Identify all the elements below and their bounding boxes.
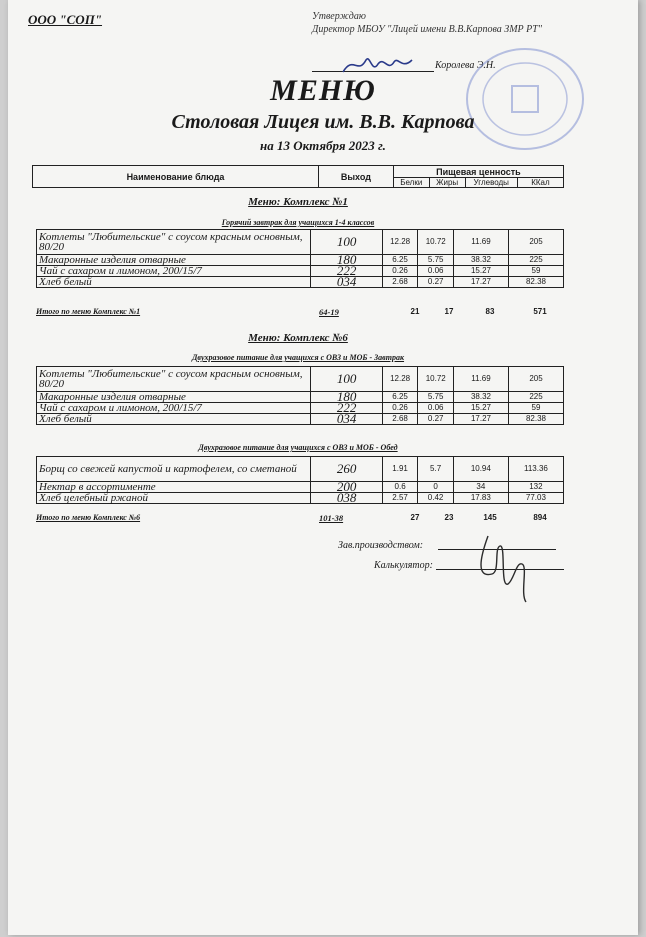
dish-carbs: 15.27 [454,403,509,414]
dish-carbs: 38.32 [454,392,509,403]
dish-name: Нектар в ассортименте [37,482,311,493]
carbs-header: Углеводы [465,178,517,188]
table-row [37,403,564,414]
table-row [37,277,564,288]
output-column-header: Выход [319,166,394,188]
complex6-lunch-table [36,456,564,504]
complex6-lunch-group: Двухразовое питание для учащихся с ОВЗ и МОБ - Обед [198,443,398,452]
table-row [37,266,564,277]
dish-kcal: 132 [508,482,563,493]
total-label: Итого по меню Комплекс №1 [36,307,141,316]
total-output: 64-19 [319,307,339,317]
dish-fats: 5.75 [418,392,454,403]
dish-kcal: 205 [508,230,563,255]
fats-header: Жиры [429,178,465,188]
dish-fats: 0.06 [418,403,454,414]
dish-kcal: 225 [508,255,563,266]
dish-output: 260 [311,457,382,482]
dish-output: 222 [311,403,382,414]
complex6-breakfast-group: Двухразовое питание для учащихся с ОВЗ и МОБ - Завтрак [191,353,405,362]
dish-proteins: 12.28 [382,230,418,255]
dish-carbs: 17.27 [454,414,509,425]
table-row [37,392,564,403]
table-row [37,367,564,392]
dish-carbs: 34 [453,482,508,493]
table-row [37,230,564,255]
dish-proteins: 2.68 [382,414,418,425]
dish-fats: 10.72 [418,367,454,392]
page-title: МЕНЮ [270,74,376,107]
proteins-header: Белки [393,178,429,188]
complex6-title: Меню: Комплекс №6 [248,332,348,344]
page-subtitle: Столовая Лицея им. В.В. Карпова [171,111,475,133]
approver-position: Директор МБОУ "Лицей имени В.В.Карпова ЗМР РТ" [312,24,542,35]
total-proteins: 27 [410,513,420,522]
dish-carbs: 10.94 [453,457,508,482]
total-carbs: 83 [485,307,495,316]
dish-output: 180 [311,392,382,403]
complex1-table [36,229,564,288]
dish-fats: 5.7 [418,457,454,482]
kcal-header: ККал [517,178,563,188]
dish-proteins: 6.25 [382,255,418,266]
total-fats: 23 [444,513,454,522]
dish-proteins: 0.6 [382,482,418,493]
menu-date: на 13 Октября 2023 г. [260,138,386,153]
total-label: Итого по меню Комплекс №6 [36,513,141,522]
approver-name: Королева Э.Н. [435,60,496,71]
dish-name: Хлеб белый [37,414,311,425]
dish-name: Котлеты "Любительские" с соусом красным основным, 80/20 [37,367,311,392]
total-kcal: 894 [533,513,547,522]
total-kcal: 571 [533,307,547,316]
table-row [37,414,564,425]
dish-fats: 0.27 [418,414,454,425]
dish-output: 200 [311,482,382,493]
dish-kcal: 113.36 [508,457,563,482]
dish-output: 180 [311,255,382,266]
dish-output: 222 [311,266,382,277]
total-carbs: 145 [483,513,497,522]
dish-carbs: 17.83 [453,493,508,504]
dish-output: 100 [311,230,382,255]
table-header [32,165,564,188]
table-row [37,255,564,266]
dish-kcal: 82.38 [508,277,563,288]
dish-kcal: 59 [508,403,563,414]
dish-name: Чай с сахаром и лимоном, 200/15/7 [37,266,311,277]
dish-fats: 0.27 [418,277,454,288]
dish-name: Борщ со свежей капустой и картофелем, со сметаной [37,457,311,482]
dish-name: Чай с сахаром и лимоном, 200/15/7 [37,403,311,414]
complex6-breakfast-table [36,366,564,425]
dish-carbs: 38.32 [454,255,509,266]
calculator-signature [470,528,540,608]
complex1-group: Горячий завтрак для учащихся 1-4 классов [221,218,375,227]
dish-kcal: 59 [508,266,563,277]
dish-fats: 0.06 [418,266,454,277]
menu-sheet [8,0,638,935]
dish-fats: 5.75 [418,255,454,266]
complex1-total [36,307,564,319]
dish-fats: 0 [418,482,454,493]
table-row [37,457,564,482]
table-row [37,482,564,493]
dish-name: Котлеты "Любительские" с соусом красным основным, 80/20 [37,230,311,255]
table-row [37,493,564,504]
dish-proteins: 2.57 [382,493,418,504]
total-proteins: 21 [410,307,420,316]
dish-proteins: 0.26 [382,403,418,414]
dish-output: 100 [311,367,382,392]
dish-carbs: 17.27 [454,277,509,288]
dish-proteins: 0.26 [382,266,418,277]
calculator-label: Калькулятор: [374,560,433,571]
dish-name: Хлеб белый [37,277,311,288]
production-manager-label: Зав.производством: [338,540,424,551]
dish-kcal: 77.03 [508,493,563,504]
dish-carbs: 11.69 [454,367,509,392]
dish-carbs: 15.27 [454,266,509,277]
dish-carbs: 11.69 [454,230,509,255]
dish-kcal: 205 [508,367,563,392]
dish-column-header: Наименование блюда [33,166,319,188]
dish-fats: 10.72 [418,230,454,255]
dish-kcal: 225 [508,392,563,403]
dish-proteins: 6.25 [382,392,418,403]
complex6-total [36,513,564,525]
dish-output: 034 [311,277,382,288]
dish-proteins: 1.91 [382,457,418,482]
dish-proteins: 2.68 [382,277,418,288]
approve-label: Утверждаю [312,11,366,22]
approval-block [312,10,582,36]
total-fats: 17 [444,307,454,316]
dish-name: Макаронные изделия отварные [37,392,311,403]
organization-name: ООО "СОП" [28,12,103,27]
complex1-title: Меню: Комплекс №1 [248,196,348,208]
dish-kcal: 82.38 [508,414,563,425]
dish-proteins: 12.28 [382,367,418,392]
dish-name: Макаронные изделия отварные [37,255,311,266]
nutrition-column-header: Пищевая ценность [393,166,563,178]
dish-output: 034 [311,414,382,425]
total-output: 101-38 [319,513,344,523]
dish-output: 038 [311,493,382,504]
dish-fats: 0.42 [418,493,454,504]
dish-name: Хлеб целебный ржаной [37,493,311,504]
